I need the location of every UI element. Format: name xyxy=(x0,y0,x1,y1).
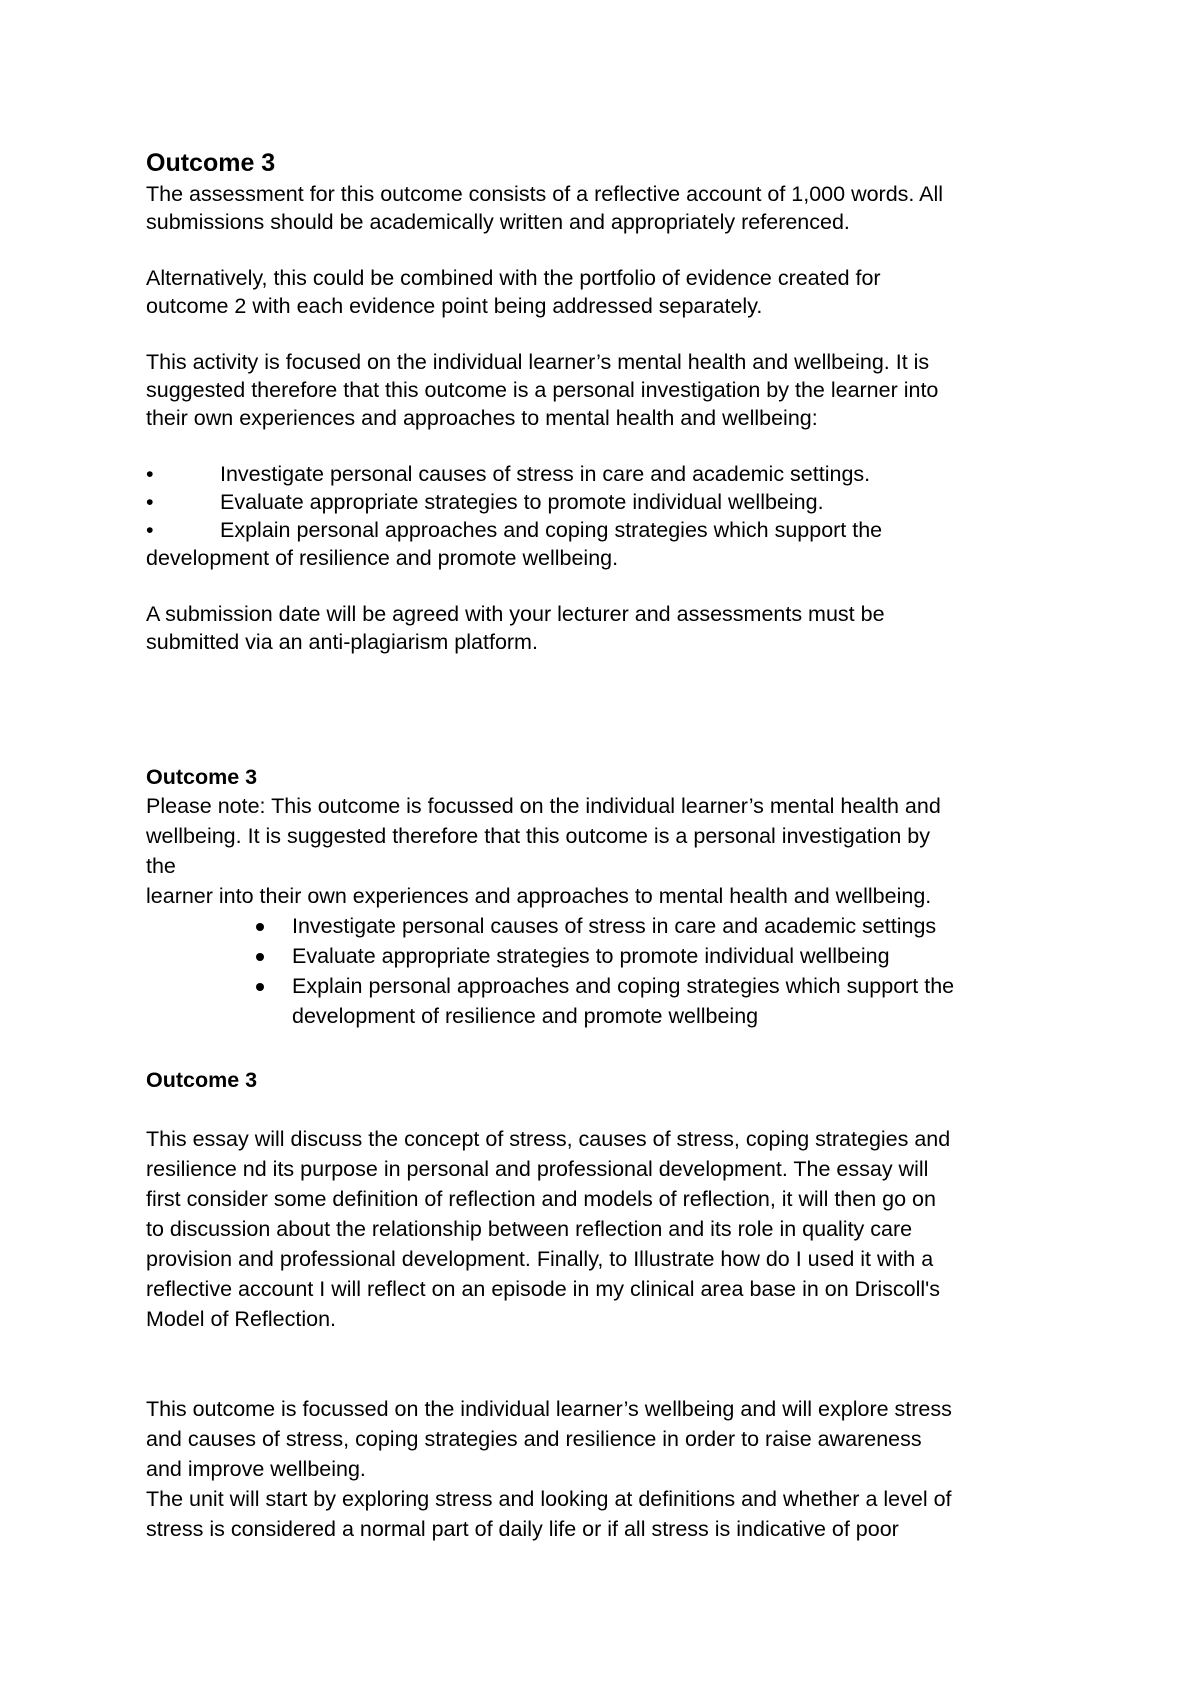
text-line: submissions should be academically written and appropriately referenced. xyxy=(146,210,850,234)
list-item xyxy=(292,941,1092,971)
text-line: A submission date will be agreed with your lecturer and assessments must be xyxy=(146,602,885,626)
text-line: The unit will start by exploring stress and looking at definitions and whether a level of xyxy=(146,1487,952,1511)
text-line: submitted via an anti-plagiarism platform. xyxy=(146,630,538,654)
bullet-dot xyxy=(256,983,264,991)
section1-heading: Outcome 3 xyxy=(146,149,276,177)
section1-para1 xyxy=(146,180,1076,236)
text-line: and improve wellbeing. xyxy=(146,1457,366,1481)
text-line: outcome 2 with each evidence point being addressed separately. xyxy=(146,294,763,318)
section1-para4 xyxy=(146,600,1076,656)
text-line: provision and professional development. Finally, to Illustrate how do I used it with a xyxy=(146,1247,934,1271)
text-line: Model of Reflection. xyxy=(146,1307,337,1331)
list-item: Explain personal approaches and coping strategies which support the xyxy=(220,518,883,542)
text-line: resilience nd its purpose in personal and professional development. The essay will xyxy=(146,1157,929,1181)
section2-heading: Outcome 3 xyxy=(146,765,258,789)
list-item-continuation: development of resilience and promote wellbeing. xyxy=(146,546,619,570)
section1-para3 xyxy=(146,348,1076,432)
text-line: learner into their own experiences and approaches to mental health and wellbeing. xyxy=(146,884,932,908)
text-line: and causes of stress, coping strategies and resilience in order to raise awareness xyxy=(146,1427,922,1451)
text-line: the xyxy=(146,854,176,878)
section1-para2 xyxy=(146,264,1076,320)
text-line: to discussion about the relationship between reflection and its role in quality care xyxy=(146,1217,913,1241)
list-item-text: Evaluate appropriate strategies to promote individual wellbeing xyxy=(292,944,890,968)
text-line: wellbeing. It is suggested therefore that this outcome is a personal investigation by xyxy=(146,824,931,848)
section2-note xyxy=(146,791,1076,911)
bullet-dot xyxy=(256,923,264,931)
section3-essay-intro xyxy=(146,1124,1076,1334)
bullet-dot xyxy=(256,953,264,961)
list-item xyxy=(292,911,1092,941)
section3-outcome-summary xyxy=(146,1394,1076,1544)
bullet-marker: • xyxy=(146,518,154,542)
text-line: The assessment for this outcome consists of a reflective account of 1,000 words. All xyxy=(146,182,944,206)
bullet-marker: • xyxy=(146,490,154,514)
text-line: stress is considered a normal part of daily life or if all stress is indicative of poor xyxy=(146,1517,899,1541)
list-item: Evaluate appropriate strategies to promote individual wellbeing. xyxy=(220,490,824,514)
text-line: Alternatively, this could be combined with the portfolio of evidence created for xyxy=(146,266,881,290)
text-line: their own experiences and approaches to mental health and wellbeing: xyxy=(146,406,818,430)
list-item-continuation: development of resilience and promote wellbeing xyxy=(292,1004,759,1028)
list-item xyxy=(292,971,1092,1001)
text-line: This essay will discuss the concept of stress, causes of stress, coping strategies and xyxy=(146,1127,951,1151)
list-item: Investigate personal causes of stress in care and academic settings. xyxy=(220,462,871,486)
text-line: reflective account I will reflect on an episode in my clinical area base in on Driscoll's xyxy=(146,1277,940,1301)
list-item-text: Explain personal approaches and coping strategies which support the xyxy=(292,974,955,998)
list-item-text: Investigate personal causes of stress in care and academic settings xyxy=(292,914,937,938)
section3-heading: Outcome 3 xyxy=(146,1068,258,1092)
bullet-marker: • xyxy=(146,462,154,486)
text-line: suggested therefore that this outcome is a personal investigation by the learner into xyxy=(146,378,939,402)
text-line: This activity is focused on the individual learner’s mental health and wellbeing. It is xyxy=(146,350,930,374)
text-line: Please note: This outcome is focussed on the individual learner’s mental health and xyxy=(146,794,941,818)
text-line: This outcome is focussed on the individual learner’s wellbeing and will explore stress xyxy=(146,1397,952,1421)
text-line: first consider some definition of reflection and models of reflection, it will then go on xyxy=(146,1187,936,1211)
